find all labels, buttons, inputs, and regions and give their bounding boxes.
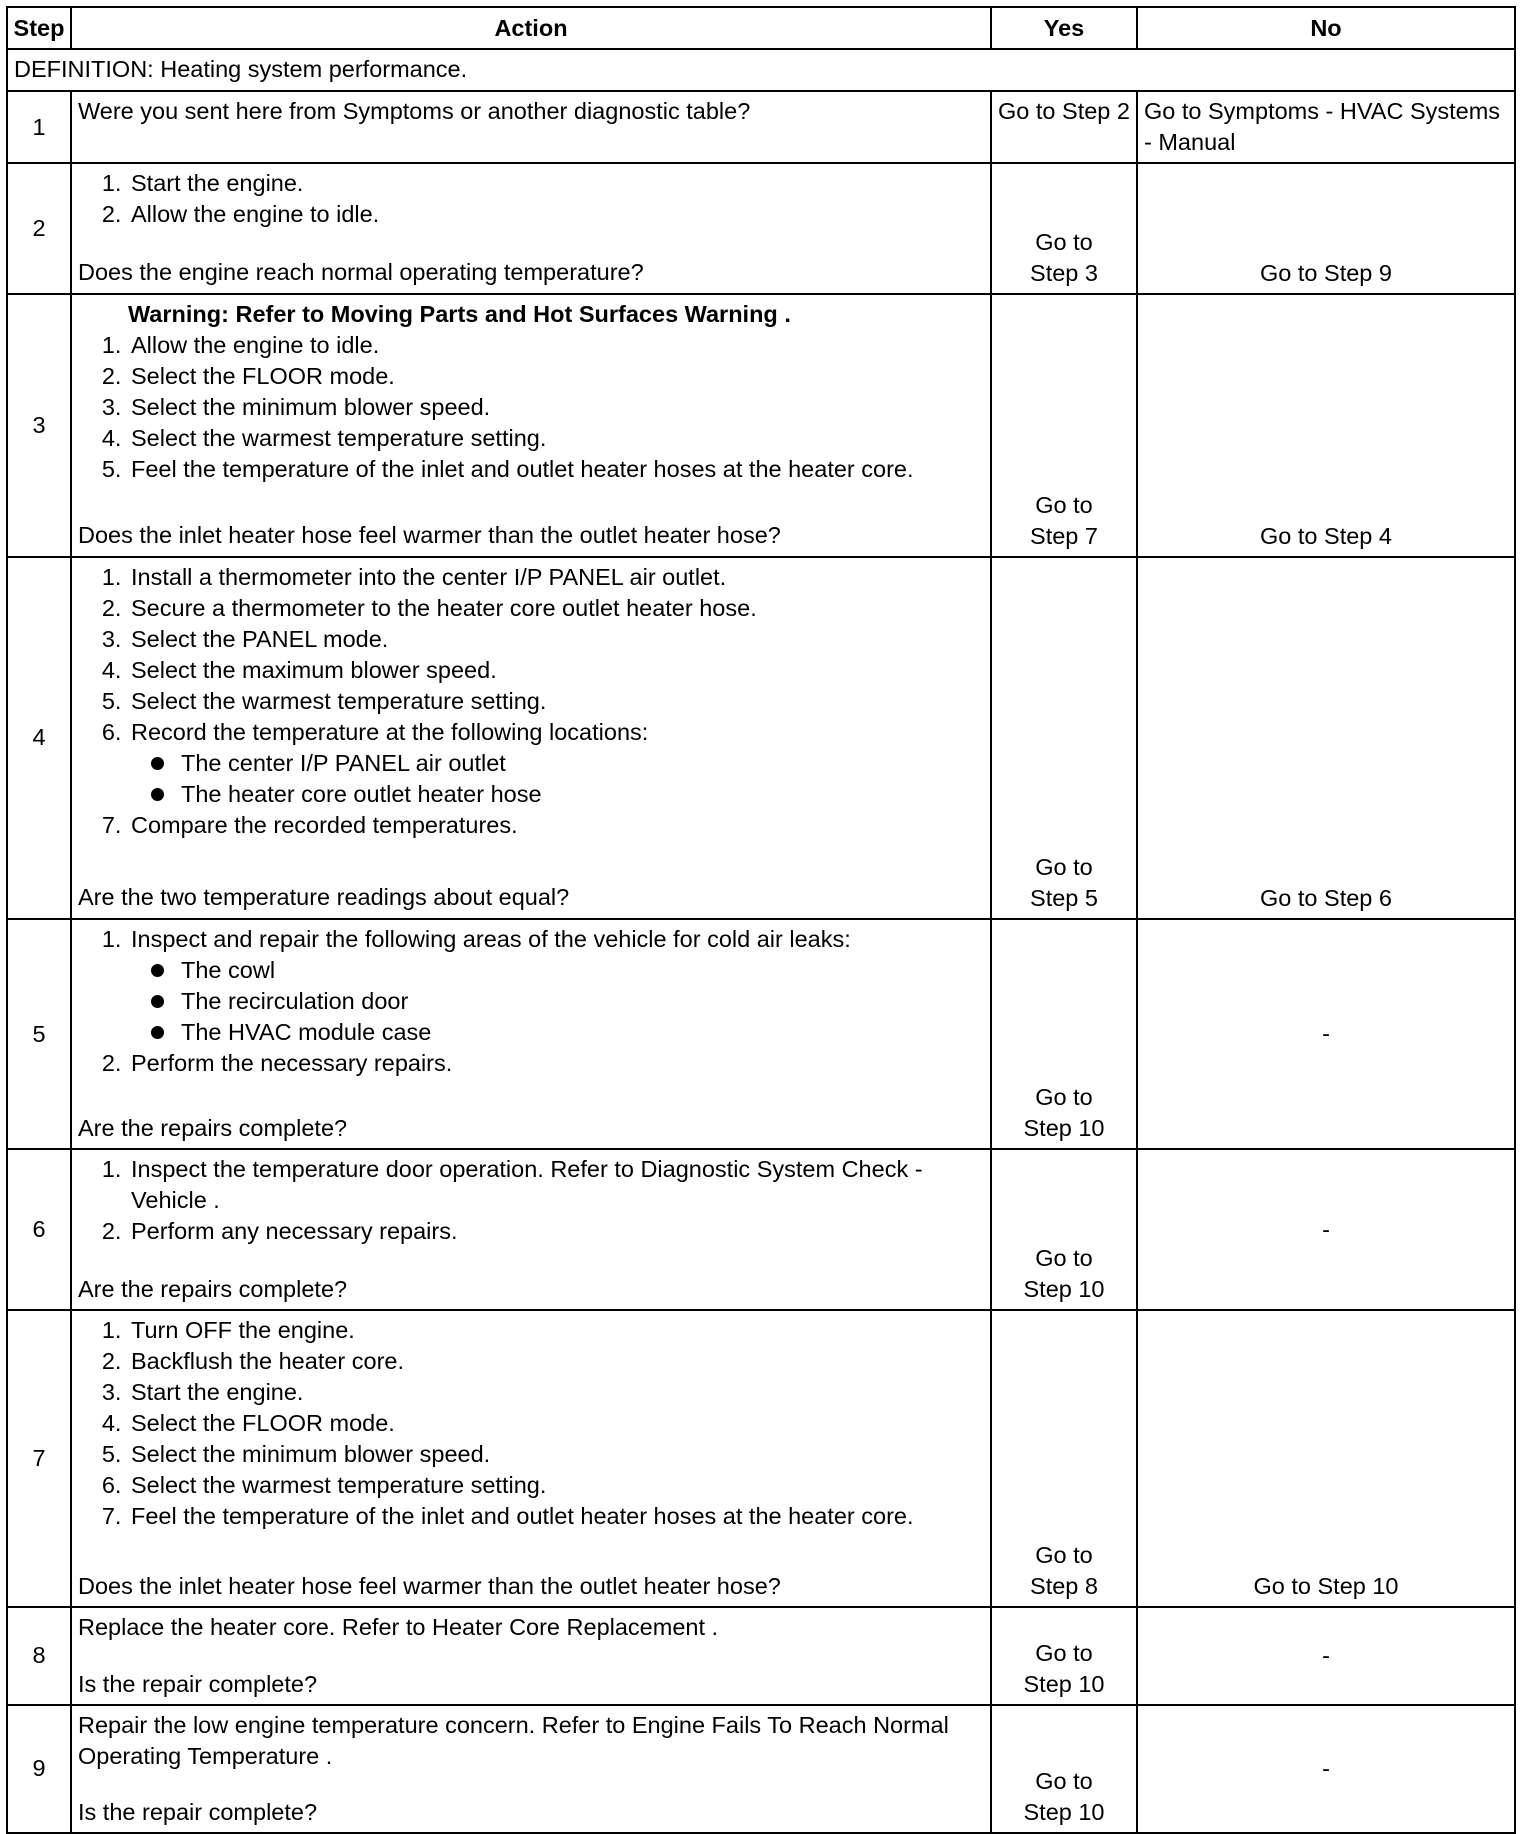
action-text: Replace the heater core. Refer to Heater Core Replacement . <box>78 1613 719 1640</box>
warning-text: Warning: Refer to Moving Parts and Hot Surfaces Warning . <box>128 300 791 327</box>
yes-result: Go to Step 2 <box>998 98 1130 124</box>
sub-item-text: The center I/P PANEL air outlet <box>181 749 506 776</box>
action-step: 1. Install a thermometer into the center I/P PANEL air outlet. <box>128 562 984 593</box>
action-steps <box>78 1154 984 1247</box>
sub-item <box>181 986 984 1017</box>
header-row <box>7 7 1515 49</box>
yes-result: Go to Step 10 <box>1023 1245 1105 1303</box>
table-row <box>7 557 1515 919</box>
header-action: Action <box>71 7 991 49</box>
yes-result: Go to Step 8 <box>1030 1541 1098 1599</box>
action-step: 1. Inspect the temperature door operation. Refer to Diagnostic System Check - Vehicle . <box>128 1154 984 1216</box>
table-row <box>7 919 1515 1149</box>
yes-result: Go to Step 3 <box>1030 228 1098 286</box>
action-step: 4. Select the warmest temperature setting. <box>128 423 984 454</box>
step-number: 3 <box>7 294 71 557</box>
table-row <box>7 1310 1515 1606</box>
sub-item-text: The cowl <box>181 956 276 983</box>
question: Does the inlet heater hose feel warmer than the outlet heater hose? <box>78 1572 781 1599</box>
question: Are the two temperature readings about equal? <box>78 884 570 911</box>
header-no: No <box>1137 7 1515 49</box>
step-number: 5 <box>7 919 71 1149</box>
bullet-icon <box>151 995 164 1008</box>
action-step: 5. Select the warmest temperature setting. <box>128 686 984 717</box>
no-result: - <box>1322 1642 1330 1669</box>
action-step: 2. Perform the necessary repairs. <box>128 1048 984 1079</box>
bullet-icon <box>151 788 164 801</box>
sub-item <box>181 955 984 986</box>
action-step: 1. Start the engine. <box>128 168 984 199</box>
no-result: Go to Step 6 <box>1260 884 1392 911</box>
definition-row <box>7 49 1515 91</box>
sub-item-text: The HVAC module case <box>181 1018 432 1045</box>
action-steps <box>78 562 984 841</box>
step-number: 9 <box>7 1705 71 1833</box>
yes-result: Go to Step 7 <box>1030 491 1098 549</box>
yes-result: Go to Step 10 <box>1023 1084 1105 1142</box>
step-number: 1 <box>7 91 71 163</box>
action-step: 2. Allow the engine to idle. <box>128 199 984 230</box>
action-text: Were you sent here from Symptoms or another diagnostic table? <box>78 98 751 124</box>
action-text: Repair the low engine temperature concern. Refer to Engine Fails To Reach Normal Operating Temperature . <box>78 1711 949 1769</box>
question: Are the repairs complete? <box>78 1115 348 1142</box>
question: Does the inlet heater hose feel warmer than the outlet heater hose? <box>78 522 781 549</box>
yes-result: Go to Step 10 <box>1023 1767 1105 1825</box>
action-step: 1. Turn OFF the engine. <box>128 1315 984 1346</box>
action-step: 3. Select the PANEL mode. <box>128 624 984 655</box>
action-step: 2. Backflush the heater core. <box>128 1346 984 1377</box>
sub-item <box>181 748 984 779</box>
action-steps <box>78 330 984 485</box>
question: Does the engine reach normal operating temperature? <box>78 259 644 286</box>
question: Are the repairs complete? <box>78 1276 348 1303</box>
table-row <box>7 1607 1515 1705</box>
header-yes: Yes <box>991 7 1137 49</box>
action-step: 2. Select the FLOOR mode. <box>128 361 984 392</box>
action-step: 1. Allow the engine to idle. <box>128 330 984 361</box>
no-result: - <box>1322 1755 1330 1782</box>
question: Is the repair complete? <box>78 1670 318 1697</box>
step-number: 8 <box>7 1607 71 1705</box>
step-number: 7 <box>7 1310 71 1606</box>
sub-item <box>181 779 984 810</box>
yes-result: Go to Step 10 <box>1023 1639 1105 1697</box>
action-step: 3. Start the engine. <box>128 1377 984 1408</box>
action-steps <box>78 168 984 230</box>
table-row <box>7 1705 1515 1833</box>
action-step: 7. Compare the recorded temperatures. <box>128 810 984 841</box>
sub-list <box>131 748 984 810</box>
step-number: 6 <box>7 1149 71 1310</box>
definition-text: DEFINITION: Heating system performance. <box>7 49 1515 91</box>
action-step <box>128 717 984 810</box>
action-step: 7. Feel the temperature of the inlet and outlet heater hoses at the heater core. <box>128 1501 984 1532</box>
action-step: 6. Select the warmest temperature setting. <box>128 1470 984 1501</box>
no-result: - <box>1322 1216 1330 1243</box>
action-steps <box>78 1315 984 1532</box>
action-step: 5. Feel the temperature of the inlet and outlet heater hoses at the heater core. <box>128 454 984 485</box>
table-row <box>7 1149 1515 1310</box>
sub-item-text: The heater core outlet heater hose <box>181 780 542 807</box>
yes-result: Go to Step 5 <box>1030 853 1098 911</box>
header-step: Step <box>7 7 71 49</box>
action-steps <box>78 924 984 1079</box>
action-step: 2. Perform any necessary repairs. <box>128 1216 984 1247</box>
table-row <box>7 294 1515 557</box>
no-result: Go to Step 10 <box>1253 1572 1399 1599</box>
action-step: 4. Select the FLOOR mode. <box>128 1408 984 1439</box>
bullet-icon <box>151 964 164 977</box>
no-result: Go to Step 4 <box>1260 522 1392 549</box>
action-step <box>128 924 984 1048</box>
question: Is the repair complete? <box>78 1798 318 1825</box>
no-result: Go to Step 9 <box>1260 259 1392 286</box>
action-step: 3. Select the minimum blower speed. <box>128 392 984 423</box>
sub-item <box>181 1017 984 1048</box>
table-row <box>7 91 1515 163</box>
bullet-icon <box>151 757 164 770</box>
action-step: 4. Select the maximum blower speed. <box>128 655 984 686</box>
bullet-icon <box>151 1026 164 1039</box>
diagnostic-table <box>6 6 1516 1834</box>
sub-item-text: The recirculation door <box>181 987 409 1014</box>
action-step: 5. Select the minimum blower speed. <box>128 1439 984 1470</box>
no-result: Go to Symptoms - HVAC Systems - Manual <box>1144 98 1501 155</box>
step-number: 2 <box>7 163 71 294</box>
sub-list <box>131 955 984 1048</box>
no-result: - <box>1322 1020 1330 1047</box>
step-number: 4 <box>7 557 71 919</box>
table-row <box>7 163 1515 294</box>
action-step-text: Inspect and repair the following areas of the vehicle for cold air leaks: <box>131 925 851 952</box>
action-step: 2. Secure a thermometer to the heater core outlet heater hose. <box>128 593 984 624</box>
action-step-text: Record the temperature at the following locations: <box>131 718 649 745</box>
